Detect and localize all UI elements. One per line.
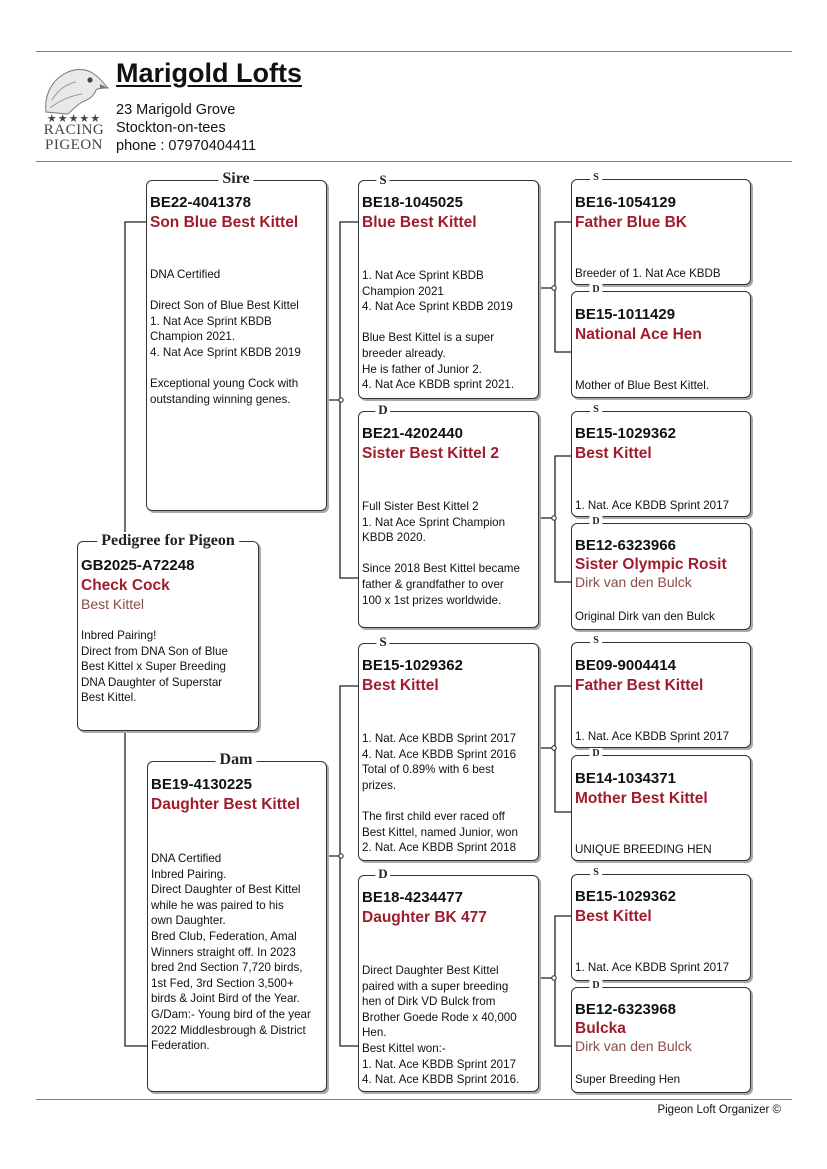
note-line: 1. Nat Ace Sprint KBDB bbox=[362, 269, 484, 282]
note-line: breeder already. bbox=[362, 346, 446, 360]
subject-ring-number: GB2025-A72248 bbox=[81, 557, 195, 574]
pigeon-notes bbox=[362, 731, 536, 856]
note-line: 1. Nat Ace Sprint KBDB bbox=[150, 314, 272, 328]
note-line: UNIQUE BREEDING HEN bbox=[575, 843, 712, 856]
note-line: Since 2018 Best Kittel became bbox=[362, 562, 520, 576]
pigeon-name: Father Blue BK bbox=[575, 214, 687, 231]
note-line: 1st Fed, 3rd Section 3,500+ bbox=[151, 976, 294, 990]
grandparent-card-3[interactable] bbox=[358, 643, 539, 861]
sex-label: D bbox=[375, 866, 390, 882]
pigeon-name: Sister Olympic Rosit bbox=[575, 556, 727, 573]
great-grandparent-card-5[interactable] bbox=[571, 642, 751, 748]
note-line: 1. Nat. Ace KBDB Sprint 2017 bbox=[362, 732, 517, 745]
note-line: own Daughter. bbox=[151, 914, 226, 928]
note-line: 2022 Middlesbrough & District bbox=[151, 1023, 306, 1037]
pigeon-notes bbox=[575, 266, 748, 282]
pigeon-name: Blue Best Kittel bbox=[362, 214, 477, 231]
note-line bbox=[362, 315, 536, 331]
sex-label: S bbox=[376, 172, 389, 188]
sex-label: S bbox=[590, 172, 602, 183]
note-line: birds & Joint Bird of the Year. bbox=[151, 992, 300, 1006]
grandparent-card-1[interactable] bbox=[358, 180, 539, 399]
note-line bbox=[150, 361, 324, 377]
note-line: DNA Certified bbox=[150, 268, 221, 281]
note-line: Bred Club, Federation, Amal bbox=[151, 929, 297, 943]
note-line: prizes. bbox=[362, 778, 397, 792]
pigeon-name: Daughter BK 477 bbox=[362, 909, 487, 926]
note-line: Mother of Blue Best Kittel. bbox=[575, 379, 710, 392]
great-grandparent-card-6[interactable] bbox=[571, 755, 751, 861]
sire-notes bbox=[150, 267, 324, 407]
great-grandparent-card-2[interactable] bbox=[571, 291, 751, 398]
note-line: Champion 2021 bbox=[362, 284, 444, 298]
note-line: Best Kittel won:- bbox=[362, 1041, 446, 1055]
note-line: 100 x 1st prizes worldwide. bbox=[362, 593, 502, 607]
pigeon-name: Best Kittel bbox=[575, 908, 652, 925]
note-line: Exceptional young Cock with bbox=[150, 377, 299, 391]
ring-number: BE15-1029362 bbox=[575, 888, 676, 905]
note-line: Original Dirk van den Bulck bbox=[575, 610, 715, 623]
pigeon-name: Sister Best Kittel 2 bbox=[362, 445, 499, 462]
ring-number: BE12-6323968 bbox=[575, 1001, 676, 1018]
pigeon-notes bbox=[575, 609, 748, 625]
ring-number: BE15-1029362 bbox=[575, 425, 676, 442]
note-line: Hen. bbox=[362, 1026, 387, 1040]
note-line bbox=[362, 546, 536, 562]
note-line: 4. Nat. Ace KBDB Sprint 2016. bbox=[362, 1073, 520, 1087]
subject-pigeon-strain: Best Kittel bbox=[81, 596, 145, 612]
pedigree-title-label: Pedigree for Pigeon bbox=[97, 532, 239, 550]
dam-ring-number: BE19-4130225 bbox=[151, 776, 252, 793]
note-line: DNA Daughter of Superstar bbox=[81, 675, 223, 689]
pigeon-notes bbox=[575, 498, 748, 514]
note-line: paired with a super breeding bbox=[362, 979, 509, 993]
grandparent-card-2[interactable] bbox=[358, 411, 539, 628]
note-line: The first child ever raced off bbox=[362, 809, 505, 823]
phone-number: phone : 07970404411 bbox=[116, 138, 257, 154]
note-line: Breeder of 1. Nat Ace KBDB bbox=[575, 267, 721, 280]
note-line: 4. Nat. Ace KBDB Sprint 2016 bbox=[362, 747, 517, 761]
note-line: Brother Goede Rode x 40,000 bbox=[362, 1010, 517, 1024]
great-grandparent-card-4[interactable] bbox=[571, 523, 751, 630]
great-grandparent-card-3[interactable] bbox=[571, 411, 751, 517]
footer-rule bbox=[36, 1099, 792, 1100]
note-line: Champion 2021. bbox=[150, 330, 236, 344]
note-line: 1. Nat. Ace KBDB Sprint 2017 bbox=[575, 730, 730, 743]
ring-number: BE21-4202440 bbox=[362, 425, 463, 442]
note-line: hen of Dirk VD Bulck from bbox=[362, 995, 496, 1009]
pigeon-notes bbox=[362, 963, 536, 1088]
dam-name: Daughter Best Kittel bbox=[151, 796, 300, 813]
footer-credit: Pigeon Loft Organizer © bbox=[657, 1104, 781, 1116]
note-line: Winners straight off. In 2023 bbox=[151, 945, 296, 959]
note-line: He is father of Junior 2. bbox=[362, 362, 482, 376]
note-line: 1. Nat. Ace KBDB Sprint 2017 bbox=[362, 1057, 517, 1071]
logo-stars: ★★★★★ bbox=[46, 113, 102, 125]
logo-line1: RACING bbox=[43, 122, 105, 138]
note-line: Blue Best Kittel is a super bbox=[362, 331, 495, 345]
pigeon-name: Father Best Kittel bbox=[575, 677, 704, 694]
loft-name: Marigold Lofts bbox=[116, 58, 302, 88]
note-line bbox=[362, 793, 536, 809]
ring-number: BE09-9004414 bbox=[575, 657, 676, 674]
ring-number: BE18-1045025 bbox=[362, 194, 463, 211]
dam-card[interactable] bbox=[147, 761, 327, 1092]
dam-label: Dam bbox=[216, 751, 257, 769]
note-line: Total of 0.89% with 6 best bbox=[362, 763, 495, 777]
sire-name: Son Blue Best Kittel bbox=[150, 214, 299, 231]
note-line: 4. Nat Ace Sprint KBDB 2019 bbox=[150, 345, 301, 359]
great-grandparent-card-7[interactable] bbox=[571, 874, 751, 981]
note-line: 1. Nat. Ace KBDB Sprint 2017 bbox=[575, 499, 730, 512]
pigeon-strain: Dirk van den Bulck bbox=[575, 1038, 692, 1054]
note-line: Best Kittel, named Junior, won bbox=[362, 825, 518, 839]
great-grandparent-card-8[interactable] bbox=[571, 987, 751, 1093]
note-line: Inbred Pairing! bbox=[81, 629, 157, 642]
pigeon-notes bbox=[575, 378, 748, 394]
pigeon-notes bbox=[362, 499, 536, 608]
note-line: 4. Nat Ace Sprint KBDB 2019 bbox=[362, 300, 513, 314]
logo-line2: PIGEON bbox=[45, 137, 103, 153]
note-line: Direct Daughter of Best Kittel bbox=[151, 883, 301, 897]
note-line: bred 2nd Section 7,720 birds, bbox=[151, 961, 303, 975]
note-line: DNA Certified bbox=[151, 852, 222, 865]
ring-number: BE15-1011429 bbox=[575, 306, 676, 323]
note-line: KBDB 2020. bbox=[362, 531, 426, 545]
note-line: outstanding winning genes. bbox=[150, 392, 291, 406]
note-line: while he was paired to his bbox=[151, 898, 284, 912]
pigeon-name: Bulcka bbox=[575, 1020, 626, 1037]
ring-number: BE18-4234477 bbox=[362, 889, 463, 906]
sex-label: S bbox=[590, 635, 602, 646]
note-line: Full Sister Best Kittel 2 bbox=[362, 500, 479, 513]
sire-ring-number: BE22-4041378 bbox=[150, 194, 251, 211]
note-line: Direct from DNA Son of Blue bbox=[81, 644, 228, 658]
subject-pigeon-card[interactable] bbox=[77, 541, 259, 731]
note-line bbox=[150, 283, 324, 299]
sex-label: D bbox=[589, 516, 602, 527]
ring-number: BE14-1034371 bbox=[575, 770, 676, 787]
subject-notes bbox=[81, 628, 256, 706]
note-line: 1. Nat Ace Sprint Champion bbox=[362, 515, 506, 529]
pigeon-name: Best Kittel bbox=[575, 445, 652, 462]
ring-number: BE15-1029362 bbox=[362, 657, 463, 674]
note-line: Direct Daughter Best Kittel bbox=[362, 964, 499, 977]
pigeon-notes bbox=[575, 1072, 748, 1088]
note-line: Best Kittel x Super Breeding bbox=[81, 660, 227, 674]
sex-label: S bbox=[376, 634, 389, 650]
grandparent-card-4[interactable] bbox=[358, 875, 539, 1092]
pigeon-notes bbox=[575, 842, 748, 858]
note-line: Inbred Pairing. bbox=[151, 867, 227, 881]
sex-label: D bbox=[589, 980, 602, 991]
note-line: 1. Nat. Ace KBDB Sprint 2017 bbox=[575, 961, 730, 974]
subject-pigeon-name: Check Cock bbox=[81, 577, 170, 594]
sire-card[interactable] bbox=[146, 180, 327, 511]
pigeon-name: Best Kittel bbox=[362, 677, 439, 694]
pigeon-notes bbox=[575, 729, 748, 745]
note-line: 2. Nat. Ace KBDB Sprint 2018 bbox=[362, 841, 517, 855]
note-line: Best Kittel. bbox=[81, 691, 137, 705]
pigeon-name: Mother Best Kittel bbox=[575, 790, 708, 807]
note-line: Direct Son of Blue Best Kittel bbox=[150, 299, 299, 313]
sex-label: D bbox=[589, 284, 602, 295]
note-line: G/Dam:- Young bird of the year bbox=[151, 1007, 311, 1021]
pigeon-name: National Ace Hen bbox=[575, 326, 702, 343]
sex-label: S bbox=[590, 867, 602, 878]
address-line-1: 23 Marigold Grove bbox=[116, 102, 236, 118]
sex-label: S bbox=[590, 404, 602, 415]
great-grandparent-card-1[interactable] bbox=[571, 179, 751, 285]
dam-notes bbox=[151, 851, 324, 1054]
note-line: father & grandfather to over bbox=[362, 577, 504, 591]
sex-label: D bbox=[375, 402, 390, 418]
pigeon-notes bbox=[575, 960, 748, 976]
pigeon-strain: Dirk van den Bulck bbox=[575, 574, 692, 590]
sex-label: D bbox=[589, 748, 602, 759]
note-line: Federation. bbox=[151, 1039, 210, 1053]
pigeon-notes bbox=[362, 268, 536, 393]
address-line-2: Stockton-on-tees bbox=[116, 120, 226, 136]
ring-number: BE12-6323966 bbox=[575, 537, 676, 554]
note-line: Super Breeding Hen bbox=[575, 1073, 681, 1086]
ring-number: BE16-1054129 bbox=[575, 194, 676, 211]
sire-label: Sire bbox=[218, 170, 253, 188]
note-line: 4. Nat Ace KBDB sprint 2021. bbox=[362, 378, 515, 392]
